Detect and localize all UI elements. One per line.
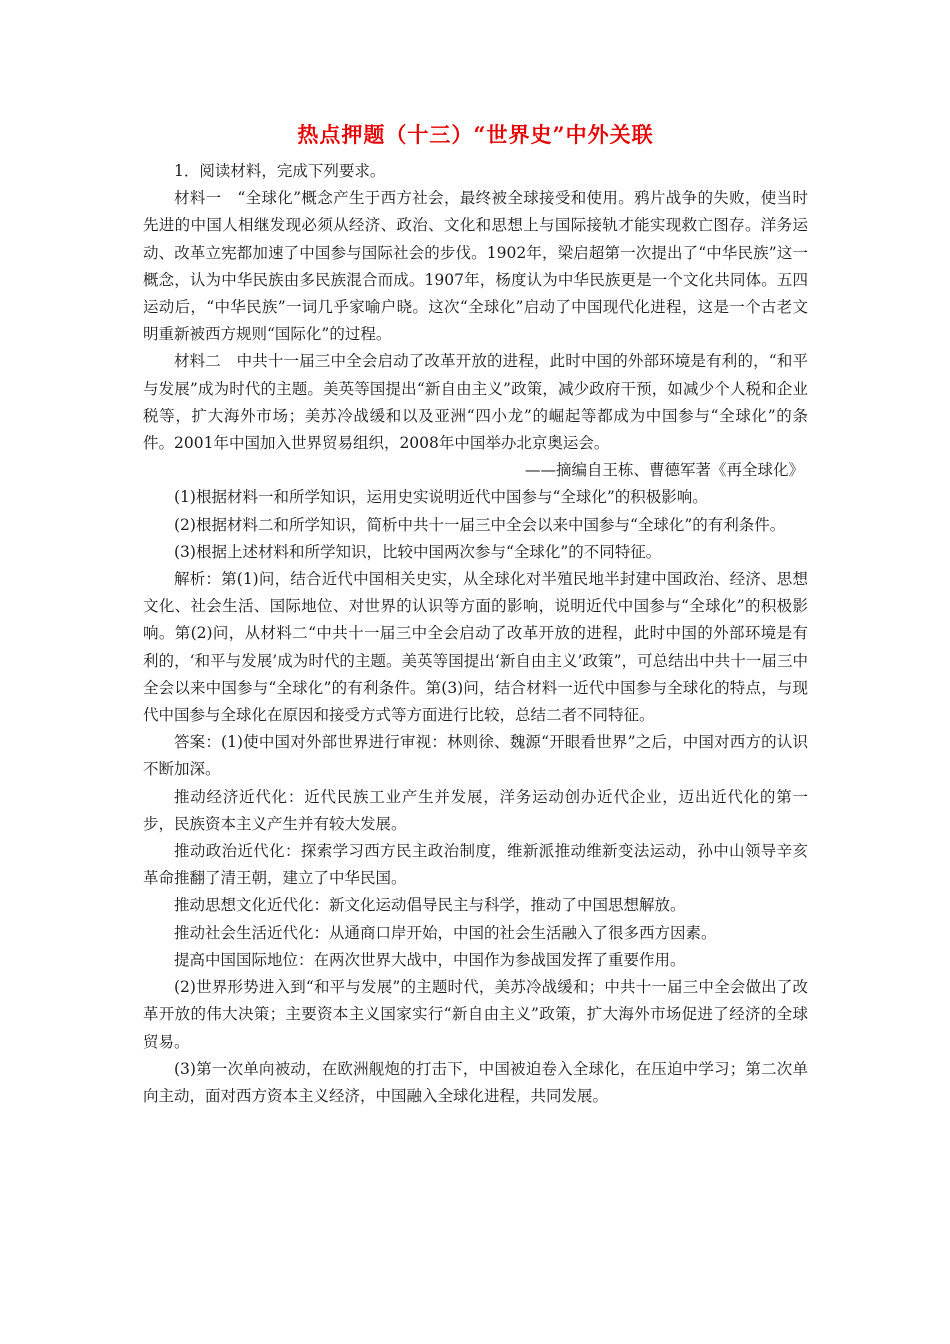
answer-1-politics: 推动政治近代化：探索学习西方民主政治制度，维新派推动维新变法运动，孙中山领导辛亥革命推翻了清王朝，建立了中华民国。	[143, 842, 808, 888]
answer-1-culture: 推动思想文化近代化：新文化运动倡导民主与科学，推动了中国思想解放。	[174, 896, 686, 915]
question-1: (1)根据材料一和所学知识，运用史实说明近代中国参与“全球化”的积极影响。	[174, 488, 708, 507]
document-page	[143, 118, 808, 1110]
analysis-paragraph: 解析：第(1)问，结合近代中国相关史实，从全球化对半殖民地半封建中国政治、经济、思想文化、社会生活、国际地位、对世界的认识等方面的影响，说明近代中国参与“全球化”的积极影响。第(2)问，从材料二“中共十一届三中全会启动了改革开放的进程，此时中国的外部环境是有利的，‘和平与发展’成为时代的主题。美英等国提出‘新自由主义’政策”，可总结出中共十一届三中全会以来中国参与“全球化”的有利条件。第(3)问，结合材料一近代中国参与全球化的特点，与现代中国参与全球化在原因和接受方式等方面进行比较，总结二者不同特征。	[143, 570, 808, 725]
material-one: 材料一 “全球化”概念产生于西方社会，最终被全球接受和使用。鸦片战争的失败，使当时先进的中国人相继发现必须从经济、政治、文化和思想上与国际接轨才能实现救亡图存。洋务运动、改革立宪都加速了中国参与国际社会的步伐。1902年，梁启超第一次提出了“中华民族”这一概念，认为中华民族由多民族混合而成。1907年，杨度认为中华民族更是一个文化共同体。五四运动后，“中华民族”一词几乎家喻户晓。这次“全球化”启动了中国现代化进程，这是一个古老文明重新被西方规则“国际化”的过程。	[143, 189, 808, 344]
answer-3: (3)第一次单向被动，在欧洲舰炮的打击下，中国被迫卷入全球化，在压迫中学习；第二次单向主动，面对西方资本主义经济，中国融入全球化进程，共同发展。	[143, 1059, 808, 1105]
document-title: 热点押题（十三）“世界史”中外关联	[297, 122, 654, 147]
answer-1-status: 提高中国国际地位：在两次世界大战中，中国作为参战国发挥了重要作用。	[174, 950, 686, 969]
answer-1-intro: 答案：(1)使中国对外部世界进行审视：林则徐、魏源“开眼看世界”之后，中国对西方的认识不断加深。	[143, 733, 808, 779]
question-2: (2)根据材料二和所学知识，简析中共十一届三中全会以来中国参与“全球化”的有利条件。	[174, 515, 786, 534]
answer-1-economy: 推动经济近代化：近代民族工业产生并发展，洋务运动创办近代企业，迈出近代化的第一步，民族资本主义产生并有较大发展。	[143, 787, 808, 833]
material-source: ——摘编自王栋、曹德军著《再全球化》	[524, 461, 804, 480]
question-3: (3)根据上述材料和所学知识，比较中国两次参与“全球化”的不同特征。	[174, 542, 662, 561]
question-intro: 1．阅读材料，完成下列要求。	[174, 162, 386, 180]
answer-2: (2)世界形势进入到“和平与发展”的主题时代，美苏冷战缓和；中共十一届三中全会做出了改革开放的伟大决策；主要资本主义国家实行“新自由主义”政策，扩大海外市场促进了经济的全球贸易。	[143, 978, 808, 1051]
answer-1-society: 推动社会生活近代化：从通商口岸开始，中国的社会生活融入了很多西方因素。	[174, 923, 717, 942]
material-two: 材料二 中共十一届三中全会启动了改革开放的进程，此时中国的外部环境是有利的，“和平与发展”成为时代的主题。美英等国提出“新自由主义”政策，减少政府干预，如减少个人税和企业税等，扩大海外市场；美苏冷战缓和以及亚洲“四小龙”的崛起等都成为中国参与“全球化”的条件。2001年中国加入世界贸易组织，2008年中国举办北京奥运会。	[143, 352, 808, 453]
